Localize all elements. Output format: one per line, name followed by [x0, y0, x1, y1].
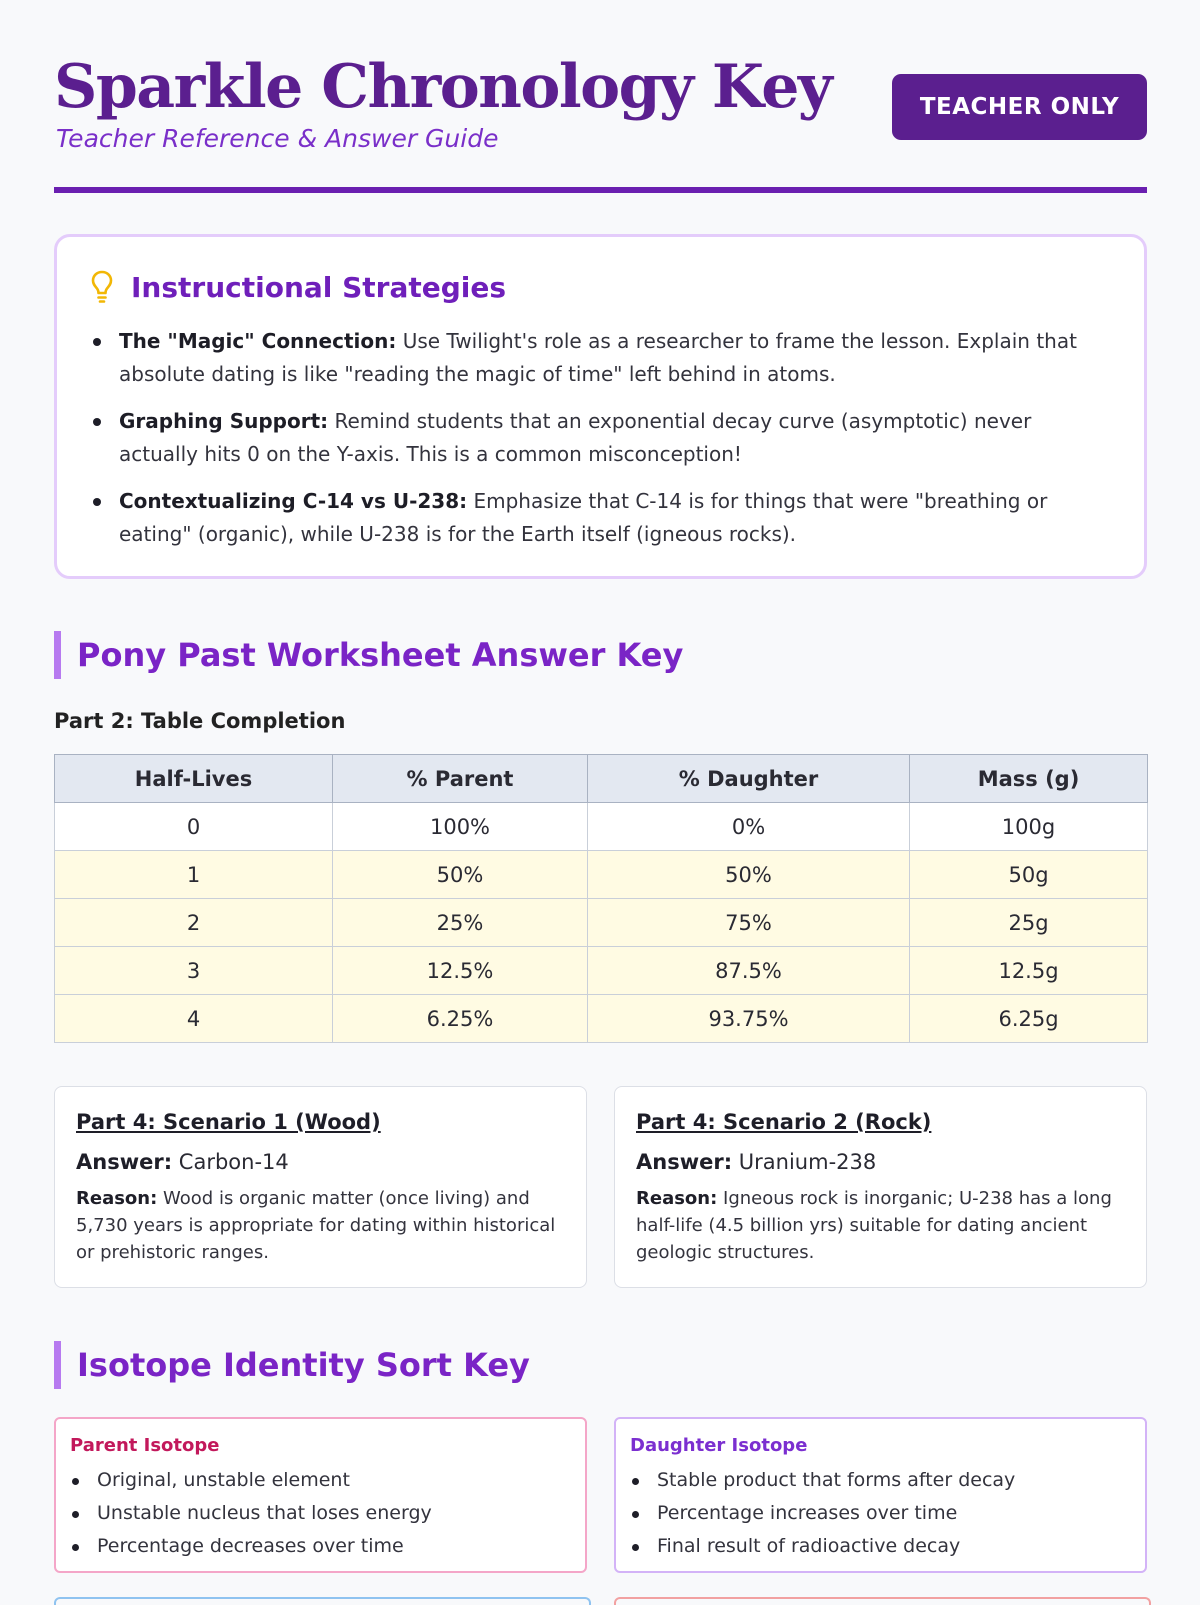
half-life-answer-table	[54, 754, 1148, 1043]
scenario-answer	[636, 1147, 1126, 1177]
strategy-text: Use Twilight's role as a researcher to frame the lesson. Explain that absolute dating is like "reading the magic of time" left behind in atoms.	[119, 329, 1077, 386]
next-card-edge	[614, 1597, 1151, 1605]
table-cell: 50g	[910, 851, 1148, 899]
strategy-text: Emphasize that C-14 is for things that were "breathing or eating" (organic), while U-238 is for the Earth itself (igneous rocks).	[119, 489, 1048, 546]
table-header-row	[55, 755, 1148, 803]
table-row	[55, 899, 1148, 947]
column-header: Mass (g)	[910, 755, 1148, 803]
strategy-item	[93, 485, 1103, 551]
table-row	[55, 803, 1148, 851]
answer-label: Answer:	[636, 1150, 733, 1174]
scenario-reason	[76, 1185, 566, 1266]
scenario-answer	[76, 1147, 566, 1177]
list-item: Original, unstable element	[70, 1464, 571, 1497]
parent-isotope-card	[54, 1417, 587, 1573]
table-cell: 12.5%	[333, 947, 588, 995]
strategy-label: Graphing Support:	[119, 409, 329, 433]
table-cell: 12.5g	[910, 947, 1148, 995]
answer-label: Answer:	[76, 1150, 173, 1174]
table-cell: 3	[55, 947, 333, 995]
scenario-title: Part 4: Scenario 1 (Wood)	[76, 1110, 381, 1134]
strategies-list	[93, 325, 1103, 565]
reason-text: Wood is organic matter (once living) and 5,730 years is appropriate for dating within historical or prehistoric ranges.	[76, 1188, 556, 1263]
strategy-label: The "Magic" Connection:	[119, 329, 397, 353]
reason-label: Reason:	[636, 1188, 718, 1209]
table-row	[55, 947, 1148, 995]
table-cell: 100%	[333, 803, 588, 851]
parent-isotope-title: Parent Isotope	[70, 1435, 220, 1456]
answer-value: Uranium-238	[732, 1150, 877, 1174]
table-cell: 6.25g	[910, 995, 1148, 1043]
parent-isotope-list	[70, 1464, 571, 1563]
table-cell: 2	[55, 899, 333, 947]
worksheet-section-title: Pony Past Worksheet Answer Key	[54, 631, 683, 679]
strategies-header	[89, 267, 506, 307]
table-cell: 25g	[910, 899, 1148, 947]
strategy-label: Contextualizing C-14 vs U-238:	[119, 489, 468, 513]
strategies-heading: Instructional Strategies	[131, 270, 507, 304]
page-title: Sparkle Chronology Key	[54, 52, 832, 122]
daughter-isotope-title: Daughter Isotope	[630, 1435, 808, 1456]
instructional-strategies-card	[54, 234, 1147, 579]
list-item: Unstable nucleus that loses energy	[70, 1497, 571, 1530]
list-item: Final result of radioactive decay	[630, 1530, 1131, 1563]
answer-value: Carbon-14	[172, 1150, 289, 1174]
isotope-sort-section-title: Isotope Identity Sort Key	[54, 1341, 530, 1389]
table-cell: 50%	[588, 851, 910, 899]
table-cell: 75%	[588, 899, 910, 947]
list-item: Percentage decreases over time	[70, 1530, 571, 1563]
table-cell: 87.5%	[588, 947, 910, 995]
page-subtitle: Teacher Reference & Answer Guide	[56, 124, 499, 153]
scenario-1-card	[54, 1086, 587, 1288]
table-cell: 100g	[910, 803, 1148, 851]
column-header: % Daughter	[588, 755, 910, 803]
daughter-isotope-card	[614, 1417, 1147, 1573]
table-cell: 4	[55, 995, 333, 1043]
strategy-text: Remind students that an exponential decay curve (asymptotic) never actually hits 0 on the Y-axis. This is a common misconception!	[119, 409, 1032, 466]
header-divider	[54, 187, 1147, 193]
daughter-isotope-list	[630, 1464, 1131, 1563]
scenario-title: Part 4: Scenario 2 (Rock)	[636, 1110, 932, 1134]
table-row	[55, 995, 1148, 1043]
reason-text: Igneous rock is inorganic; U-238 has a long half-life (4.5 billion yrs) suitable for dating ancient geologic structures.	[636, 1188, 1112, 1263]
next-card-edge	[54, 1597, 591, 1605]
table-cell: 50%	[333, 851, 588, 899]
list-item: Stable product that forms after decay	[630, 1464, 1131, 1497]
reason-label: Reason:	[76, 1188, 158, 1209]
column-header: Half-Lives	[55, 755, 333, 803]
table-cell: 0%	[588, 803, 910, 851]
table-row	[55, 851, 1148, 899]
table-cell: 0	[55, 803, 333, 851]
column-header: % Parent	[333, 755, 588, 803]
table-cell: 1	[55, 851, 333, 899]
page-header	[54, 0, 1147, 160]
table-cell: 6.25%	[333, 995, 588, 1043]
lightbulb-icon	[89, 269, 115, 305]
list-item: Percentage increases over time	[630, 1497, 1131, 1530]
table-cell: 25%	[333, 899, 588, 947]
part2-label: Part 2: Table Completion	[54, 709, 346, 733]
answer-key-page	[54, 0, 1147, 1557]
teacher-only-badge: TEACHER ONLY	[892, 74, 1147, 140]
table-cell: 93.75%	[588, 995, 910, 1043]
scenario-2-card	[614, 1086, 1147, 1288]
strategy-item	[93, 405, 1103, 471]
scenario-reason	[636, 1185, 1126, 1266]
strategy-item	[93, 325, 1103, 391]
